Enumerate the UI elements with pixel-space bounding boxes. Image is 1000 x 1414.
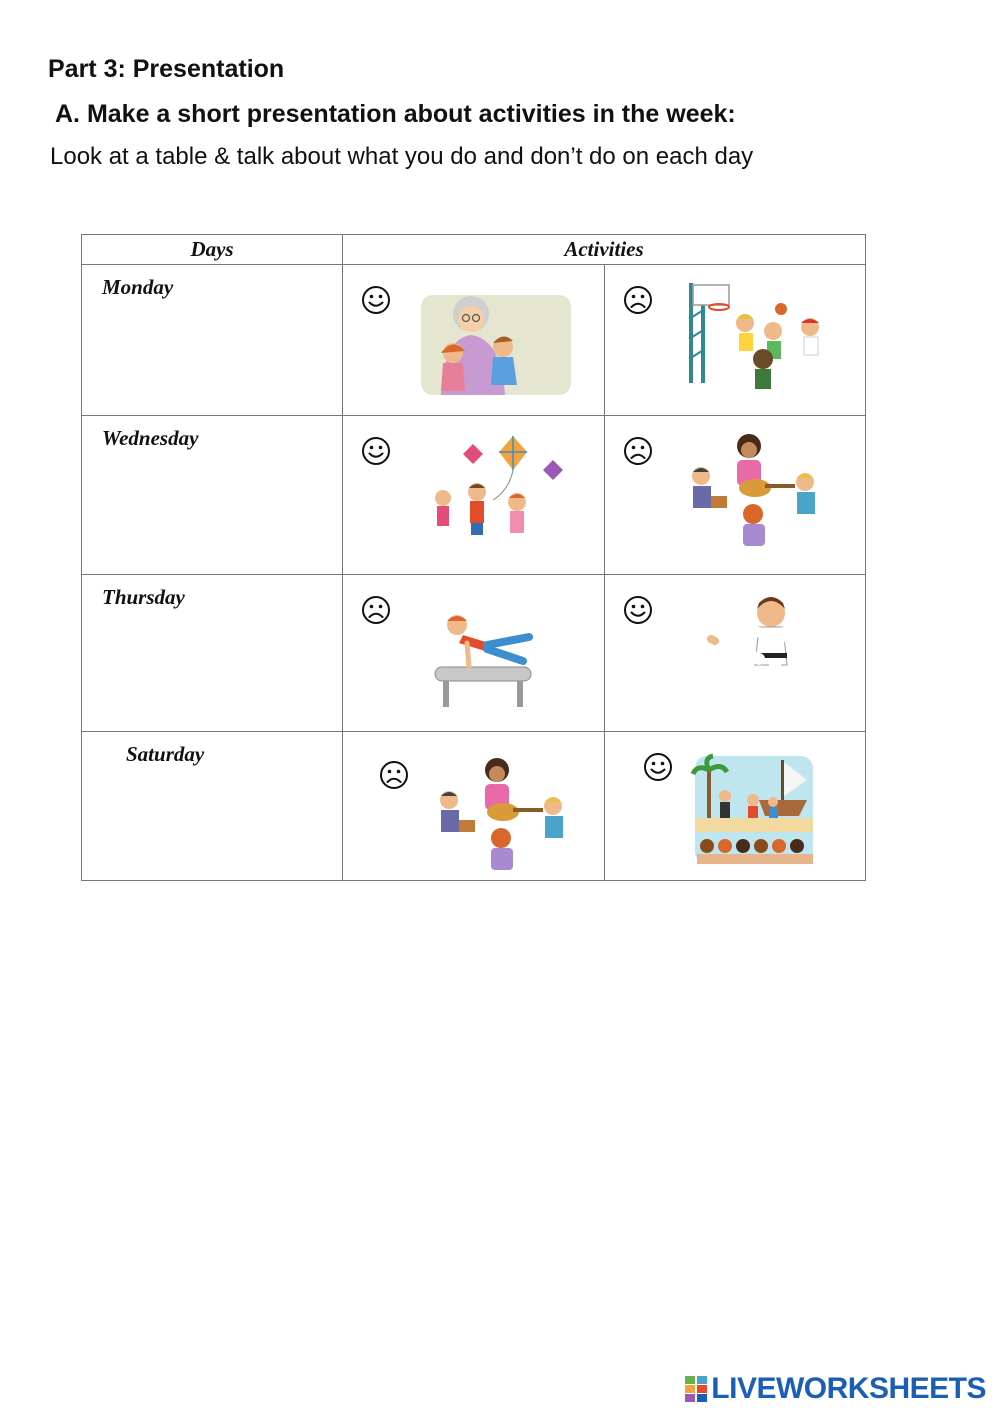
- boy-on-pommel-horse-icon: [413, 589, 583, 709]
- days-column-header: Days: [82, 235, 343, 265]
- activity-cell: [604, 575, 865, 732]
- table-row: [82, 732, 866, 881]
- activity-cell: [343, 575, 604, 732]
- activity-cell: [343, 265, 604, 416]
- table-row: [82, 575, 866, 732]
- liveworksheets-brand: [685, 1372, 986, 1406]
- sad-face-icon: [623, 436, 653, 466]
- day-cell: [82, 575, 343, 732]
- happy-face-icon: [361, 436, 391, 466]
- day-cell: [82, 416, 343, 575]
- day-label: Thursday: [102, 585, 185, 609]
- activities-column-header: Activities: [343, 235, 866, 265]
- sad-face-icon: [361, 595, 391, 625]
- children-playing-music-icon: [675, 430, 845, 550]
- sad-face-icon: [379, 760, 409, 790]
- children-flying-kites-icon: [413, 430, 583, 550]
- instruction-text: Look at a table & talk about what you do and don’t do on each day: [50, 143, 754, 170]
- brand-text: LIVEWORKSHEETS: [711, 1372, 986, 1405]
- sad-face-icon: [623, 285, 653, 315]
- day-label: Wednesday: [102, 426, 199, 450]
- boy-doing-karate-icon: [675, 589, 845, 709]
- happy-face-icon: [361, 285, 391, 315]
- activity-cell: [604, 265, 865, 416]
- happy-face-icon: [623, 595, 653, 625]
- day-cell: [82, 265, 343, 416]
- day-cell: [82, 732, 343, 881]
- grandmother-hugging-children-icon: [413, 279, 583, 399]
- children-playing-basketball-icon: [675, 279, 845, 399]
- happy-face-icon: [643, 752, 673, 782]
- activity-cell: [343, 732, 604, 881]
- day-label: Monday: [102, 275, 174, 299]
- day-label: Saturday: [126, 742, 205, 766]
- activity-cell: [604, 732, 865, 881]
- activity-cell: [604, 416, 865, 575]
- part-title: Part 3: Presentation: [48, 55, 285, 83]
- school-play-on-stage-icon: [689, 750, 859, 870]
- liveworksheets-logo-icon: [685, 1376, 707, 1402]
- children-playing-music-icon: [423, 754, 593, 874]
- table-row: [82, 265, 866, 416]
- table-row: [82, 416, 866, 575]
- section-title: A. Make a short presentation about activities in the week:: [55, 100, 736, 128]
- activity-cell: [343, 416, 604, 575]
- activities-table: [81, 234, 866, 881]
